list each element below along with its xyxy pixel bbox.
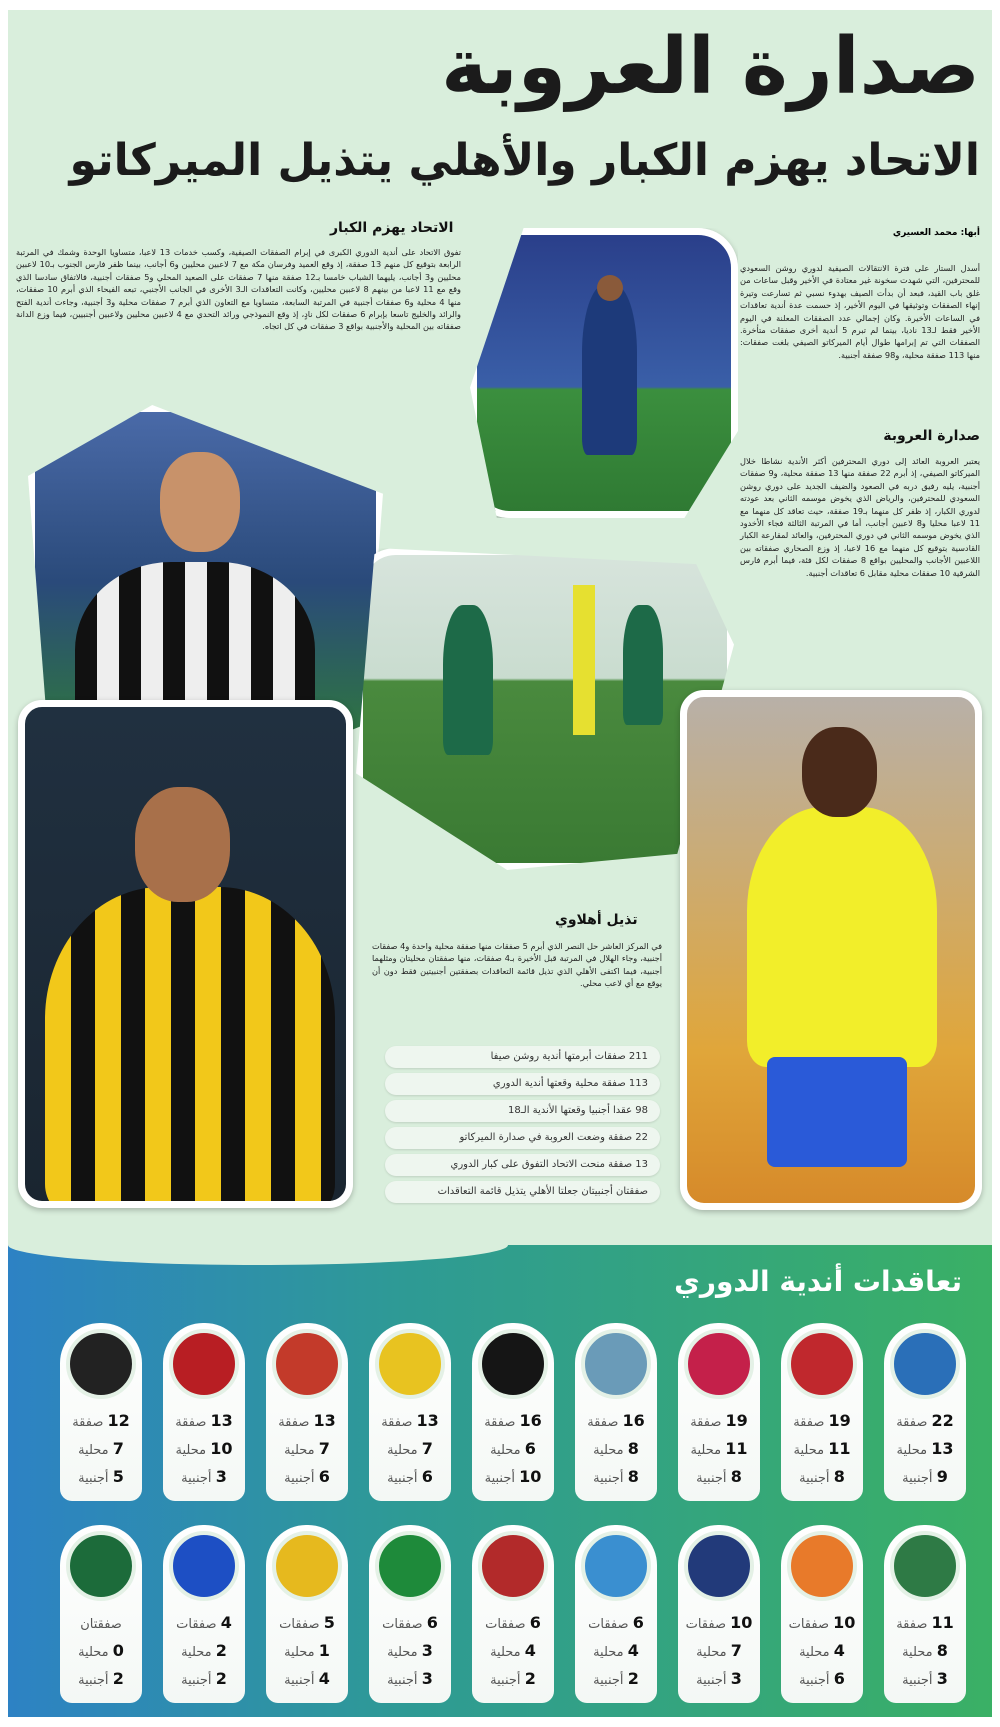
local-deals — [575, 1637, 657, 1665]
photo-training-kick — [470, 228, 738, 518]
page-subtitle: الاتحاد يهزم الكبار والأهلي يتذيل الميركاتو — [69, 135, 980, 186]
local-value: 4 — [627, 1641, 639, 1660]
foreign-deals — [369, 1463, 451, 1491]
local-deals — [884, 1435, 966, 1463]
foreign-value: 4 — [318, 1669, 330, 1688]
local-deals — [266, 1637, 348, 1665]
foreign-value: 6 — [421, 1467, 433, 1486]
local-unit: محلية — [793, 1443, 825, 1458]
local-value: 10 — [210, 1439, 233, 1458]
total-value: 16 — [519, 1411, 542, 1430]
foreign-deals — [575, 1665, 657, 1693]
total-deals — [884, 1609, 966, 1637]
local-unit: محلية — [696, 1645, 727, 1660]
club-card — [60, 1323, 142, 1501]
club-card — [472, 1525, 554, 1703]
foreign-value: 3 — [421, 1669, 433, 1688]
local-unit: محلية — [387, 1645, 418, 1660]
club-card — [472, 1323, 554, 1501]
club-logo-icon — [787, 1329, 857, 1399]
total-unit: صفقة — [587, 1415, 619, 1430]
local-deals — [472, 1637, 554, 1665]
total-deals — [781, 1407, 863, 1435]
local-deals — [678, 1435, 760, 1463]
local-unit: محلية — [78, 1645, 109, 1660]
total-unit: صفقات — [279, 1617, 320, 1632]
total-value: 12 — [107, 1411, 130, 1430]
total-deals — [266, 1609, 348, 1637]
club-logo-icon — [581, 1531, 651, 1601]
local-deals — [575, 1435, 657, 1463]
foreign-unit: أجنبية — [593, 1471, 624, 1486]
article-body: يعتبر العروبة العائد إلى دوري المحترفين أكثر الأندية نشاطا خلال الميركاتو الصيفي، إذ أبرم 22 صفقة منها 13 صفقة محلية، و9 صفقات أجنبية، يليه رفيق دربه في الصعود والضيف الجديد على دوري روشن السعودي للمحترفين، والرياض الذي يخوض موسمه الثاني بعد عودته لدوري الكبار، إذ ظفر كل منهما بـ19 صفقة، حيث تعاقد كل منهما مع 11 لاعبا محليا و8 لاعبين أجانب، أما في المرتبة الثالثة فجاء الأخدود الذي يخوض موسمه الثاني في دوري المحترفين، والعائد لمقارعة الكبار القادسية بتوقيع كل منهما مع 16 لاعبا، إذ وزع الصحاري صفقاته بين اللاعبين الأجانب والمحليين بواقع 8 صفقات لكل فئة، فيما أبرم فارس الشرقية 10 صفقات محلية مقابل 6 تعاقدات أجنبية. — [740, 456, 981, 578]
foreign-unit: أجنبية — [902, 1471, 933, 1486]
local-value: 8 — [936, 1641, 948, 1660]
total-deals — [163, 1609, 245, 1637]
stat-item: 113 صفقة محلية وقعتها أندية الدوري — [385, 1073, 660, 1095]
stat-item: 211 صفقات أبرمتها أندية روشن صيفا — [385, 1046, 660, 1068]
foreign-unit: أجنبية — [799, 1673, 830, 1688]
club-card — [781, 1323, 863, 1501]
foreign-unit: أجنبية — [593, 1673, 624, 1688]
total-value: 19 — [828, 1411, 851, 1430]
club-logo-icon — [787, 1531, 857, 1601]
foreign-value: 2 — [627, 1669, 639, 1688]
intro-body: أسدل الستار على فترة الانتقالات الصيفية لدوري روشن السعودي للمحترفين، التي شهدت سخونة غير معتادة في الأخير وقبل ساعات من غلق باب القيد، فبعد أن بدأت الصيف بهدوء نسبي ثم تسارعت وتيرة إنهاء الصفقات وتوثيقها في اليوم الأخير، إذ حسمت عدة أندية تعاقدات في الساعات الأخيرة. وكان إجمالي عدد الصفقات المعلنة في اليوم الأخير فقط لـ13 ناديا، بينما لم تبرم 5 أندية أخرى صفقات متأخرة. الصفقات التي تم إبرامها طوال أيام الميركاتو الصيفي بلغت صفقات: منها 113 صفقة محلية، و98 صفقة أجنبية. — [740, 263, 981, 360]
wave-divider — [8, 1225, 508, 1265]
stat-item: 98 عقدا أجنبيا وقعتها الأندية الـ18 — [385, 1100, 660, 1122]
local-deals — [163, 1637, 245, 1665]
local-deals — [781, 1435, 863, 1463]
total-deals — [472, 1609, 554, 1637]
total-unit: صفقات — [485, 1617, 526, 1632]
total-value: 4 — [220, 1613, 232, 1632]
local-value: 1 — [318, 1641, 330, 1660]
foreign-unit: أجنبية — [181, 1673, 212, 1688]
club-card — [575, 1525, 657, 1703]
club-card — [678, 1525, 760, 1703]
local-value: 8 — [627, 1439, 639, 1458]
club-card — [884, 1323, 966, 1501]
club-logo-icon — [169, 1329, 239, 1399]
local-value: 7 — [112, 1439, 124, 1458]
foreign-deals — [472, 1665, 554, 1693]
total-value: 10 — [833, 1613, 856, 1632]
club-card — [678, 1323, 760, 1501]
local-unit: محلية — [902, 1645, 933, 1660]
photo-alittihad-player — [18, 700, 353, 1208]
total-value: 13 — [313, 1411, 336, 1430]
article-heading: الاتحاد يهزم الكبار — [330, 220, 454, 236]
club-logo-icon — [478, 1531, 548, 1601]
total-unit: صفقات — [685, 1617, 726, 1632]
total-deals — [472, 1407, 554, 1435]
local-unit: محلية — [799, 1645, 830, 1660]
total-unit: صفقة — [175, 1415, 207, 1430]
foreign-value: 8 — [833, 1467, 845, 1486]
foreign-value: 2 — [112, 1669, 124, 1688]
foreign-deals — [60, 1665, 142, 1693]
foreign-value: 3 — [215, 1467, 227, 1486]
local-value: 13 — [931, 1439, 954, 1458]
foreign-unit: أجنبية — [78, 1471, 109, 1486]
club-card — [163, 1525, 245, 1703]
local-deals — [472, 1435, 554, 1463]
local-value: 3 — [421, 1641, 433, 1660]
foreign-deals — [266, 1463, 348, 1491]
total-unit: صفقات — [788, 1617, 829, 1632]
foreign-deals — [884, 1665, 966, 1693]
article-heading: صدارة العروبة — [883, 428, 980, 444]
foreign-value: 9 — [936, 1467, 948, 1486]
foreign-value: 8 — [730, 1467, 742, 1486]
local-unit: محلية — [896, 1443, 928, 1458]
foreign-value: 8 — [627, 1467, 639, 1486]
local-value: 11 — [828, 1439, 851, 1458]
stat-item: صفقتان أجنبيتان جعلتا الأهلي يتذيل قائمة التعاقدات — [385, 1181, 660, 1203]
local-deals — [369, 1637, 451, 1665]
club-logo-icon — [66, 1531, 136, 1601]
club-logo-icon — [66, 1329, 136, 1399]
foreign-deals — [781, 1463, 863, 1491]
byline: أبها: محمد العسيري — [892, 228, 980, 238]
foreign-deals — [163, 1463, 245, 1491]
club-card — [369, 1525, 451, 1703]
local-value: 4 — [524, 1641, 536, 1660]
foreign-deals — [163, 1665, 245, 1693]
total-value: 13 — [210, 1411, 233, 1430]
total-unit: صفقة — [896, 1617, 928, 1632]
local-deals — [369, 1435, 451, 1463]
total-deals — [369, 1609, 451, 1637]
stat-item: 22 صفقة وضعت العروبة في صدارة الميركاتو — [385, 1127, 660, 1149]
photo-alnassr-player — [680, 690, 982, 1210]
foreign-unit: أجنبية — [490, 1673, 521, 1688]
local-unit: محلية — [284, 1645, 315, 1660]
local-deals — [678, 1637, 760, 1665]
total-deals — [60, 1407, 142, 1435]
total-unit: صفقات — [382, 1617, 423, 1632]
club-logo-icon — [684, 1531, 754, 1601]
foreign-unit: أجنبية — [799, 1471, 830, 1486]
foreign-value: 5 — [112, 1467, 124, 1486]
local-deals — [781, 1637, 863, 1665]
foreign-value: 6 — [833, 1669, 845, 1688]
local-unit: محلية — [181, 1645, 212, 1660]
total-value: 6 — [632, 1613, 644, 1632]
section-title: تعاقدات أندية الدوري — [674, 1265, 962, 1298]
local-deals — [163, 1435, 245, 1463]
total-deals — [60, 1609, 142, 1637]
club-card — [60, 1525, 142, 1703]
local-unit: محلية — [490, 1645, 521, 1660]
local-value: 0 — [112, 1641, 124, 1660]
club-logo-icon — [890, 1531, 960, 1601]
local-value: 6 — [524, 1439, 536, 1458]
clubs-section — [8, 1245, 992, 1717]
foreign-deals — [266, 1665, 348, 1693]
foreign-value: 10 — [519, 1467, 542, 1486]
total-unit: صفقة — [72, 1415, 104, 1430]
total-deals — [266, 1407, 348, 1435]
club-logo-icon — [272, 1531, 342, 1601]
local-value: 7 — [421, 1439, 433, 1458]
local-value: 4 — [833, 1641, 845, 1660]
total-unit: صفقة — [896, 1415, 928, 1430]
article-body: في المركز العاشر حل النصر الذي أبرم 5 صفقات منها صفقة محلية واحدة و4 صفقات أجنبية، وجاء الهلال في المرتبة قبل الأخيرة بـ4 صفقات، منها صفقتان محليتان ومثلهما أجنبية، فيما اكتفى الأهلي الذي تذيل قائمة التعاقدات بصفقتين أجنبيتين فقط دون أن يوقع مع أي لاعب محلي. — [372, 941, 662, 989]
total-unit: صفقات — [176, 1617, 217, 1632]
total-unit: صفقات — [588, 1617, 629, 1632]
page-title: صدارة العروبة — [441, 22, 980, 112]
local-value: 7 — [318, 1439, 330, 1458]
local-value: 11 — [725, 1439, 748, 1458]
club-card — [575, 1323, 657, 1501]
club-logo-icon — [890, 1329, 960, 1399]
foreign-value: 6 — [318, 1467, 330, 1486]
total-value: 10 — [730, 1613, 753, 1632]
total-deals — [575, 1407, 657, 1435]
local-unit: محلية — [387, 1443, 418, 1458]
total-deals — [163, 1407, 245, 1435]
total-unit: صفقتان — [80, 1617, 122, 1632]
foreign-value: 3 — [936, 1669, 948, 1688]
total-deals — [369, 1407, 451, 1435]
local-unit: محلية — [284, 1443, 315, 1458]
foreign-deals — [575, 1463, 657, 1491]
club-card — [163, 1323, 245, 1501]
total-value: 16 — [622, 1411, 645, 1430]
club-logo-icon — [375, 1531, 445, 1601]
local-unit: محلية — [593, 1443, 624, 1458]
stat-item: 13 صفقة منحت الاتحاد التفوق على كبار الدوري — [385, 1154, 660, 1176]
local-deals — [60, 1637, 142, 1665]
total-value: 22 — [931, 1411, 954, 1430]
club-card — [266, 1323, 348, 1501]
club-logo-icon — [581, 1329, 651, 1399]
foreign-unit: أجنبية — [78, 1673, 109, 1688]
total-deals — [678, 1609, 760, 1637]
local-value: 2 — [215, 1641, 227, 1660]
local-unit: محلية — [690, 1443, 722, 1458]
local-deals — [884, 1637, 966, 1665]
total-value: 5 — [323, 1613, 335, 1632]
total-value: 13 — [416, 1411, 439, 1430]
total-value: 6 — [529, 1613, 541, 1632]
local-deals — [266, 1435, 348, 1463]
total-deals — [884, 1407, 966, 1435]
foreign-deals — [60, 1463, 142, 1491]
local-value: 7 — [730, 1641, 742, 1660]
total-unit: صفقة — [690, 1415, 722, 1430]
foreign-deals — [369, 1665, 451, 1693]
club-card — [369, 1323, 451, 1501]
local-deals — [60, 1435, 142, 1463]
foreign-unit: أجنبية — [484, 1471, 515, 1486]
foreign-unit: أجنبية — [387, 1471, 418, 1486]
foreign-deals — [678, 1665, 760, 1693]
club-logo-icon — [478, 1329, 548, 1399]
foreign-deals — [678, 1463, 760, 1491]
foreign-unit: أجنبية — [284, 1471, 315, 1486]
foreign-unit: أجنبية — [696, 1471, 727, 1486]
foreign-unit: أجنبية — [181, 1471, 212, 1486]
total-deals — [575, 1609, 657, 1637]
foreign-unit: أجنبية — [387, 1673, 418, 1688]
local-unit: محلية — [490, 1443, 521, 1458]
total-deals — [781, 1609, 863, 1637]
club-card — [781, 1525, 863, 1703]
club-logo-icon — [272, 1329, 342, 1399]
club-card — [266, 1525, 348, 1703]
foreign-unit: أجنبية — [696, 1673, 727, 1688]
club-logo-icon — [375, 1329, 445, 1399]
article-body: تفوق الاتحاد على أندية الدوري الكبرى في إبرام الصفقات الصيفية، وكسب خدمات 13 لاعبا، متساويا الوحدة وشمك في المرتبة الرابعة بتوقيع كل منهم 13 صفقة، إذ وقع العميد وفرسان مكة مع 7 لاعبين محليين و6 أجانب، بينما ظفر فارس الجنوب بـ10 لاعبين محليين و3 أجانب، يليهما الشباب خامسا بـ12 صفقة منها 7 صفقات على الصعيد المحلي و5 صفقات أجنبية، فالاتفاق سادسا الذي وقع مع 11 لاعبا من بينهم 8 لاعبين محليين، وكانت التعاقدات الـ3 الأخرى في الجانب الأجنبي، تبعه الفيحاء الذي أبرم 10 صفقات، منها 4 محلية و6 صفقات أجنبية في المرتبة السابعة، متساويا مع التعاون الذي أبرم 7 صفقات محلية و3 أجنبية، وجاءت أندية الفتح والرائد والخليج تاسعا بإبرام 6 صفقات لكل نادٍ، إذ وقع النموذجي ورائد التحدي مع 4 لاعبين محليين ولاعبين أجنبيين، فيما وزع الدانة صفقاته بين المحلية والأجنبية بواقع 3 صفقات في كل اتجاه. — [16, 247, 462, 332]
total-value: 11 — [931, 1613, 954, 1632]
foreign-unit: أجنبية — [284, 1673, 315, 1688]
local-unit: محلية — [175, 1443, 207, 1458]
foreign-deals — [884, 1463, 966, 1491]
foreign-deals — [781, 1665, 863, 1693]
club-logo-icon — [169, 1531, 239, 1601]
total-unit: صفقة — [278, 1415, 310, 1430]
total-unit: صفقة — [793, 1415, 825, 1430]
club-card — [884, 1525, 966, 1703]
foreign-value: 3 — [730, 1669, 742, 1688]
local-unit: محلية — [593, 1645, 624, 1660]
total-value: 19 — [725, 1411, 748, 1430]
club-logo-icon — [684, 1329, 754, 1399]
total-unit: صفقة — [381, 1415, 413, 1430]
local-unit: محلية — [78, 1443, 109, 1458]
total-deals — [678, 1407, 760, 1435]
article-heading: تذيل أهلاوي — [555, 912, 638, 928]
foreign-unit: أجنبية — [902, 1673, 933, 1688]
total-unit: صفقة — [484, 1415, 516, 1430]
foreign-value: 2 — [524, 1669, 536, 1688]
foreign-deals — [472, 1463, 554, 1491]
total-value: 6 — [426, 1613, 438, 1632]
foreign-value: 2 — [215, 1669, 227, 1688]
